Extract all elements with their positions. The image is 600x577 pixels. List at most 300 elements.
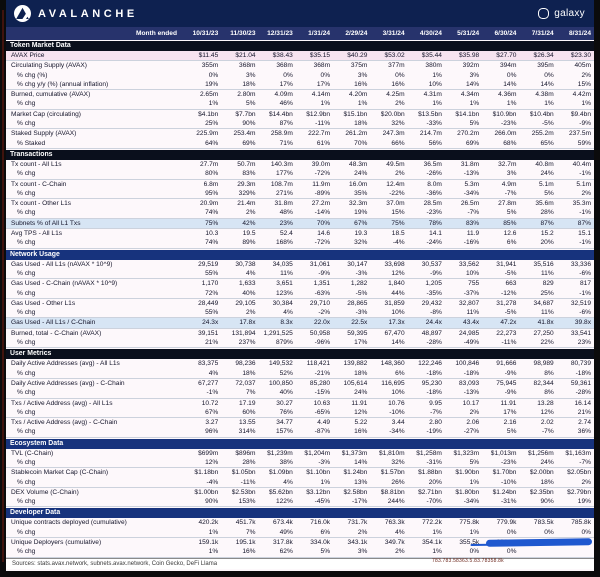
cell: 30,384	[272, 299, 293, 307]
cell: $10.9bn	[492, 110, 517, 118]
metric-label: % chg	[17, 389, 36, 397]
cell: 96%	[205, 428, 219, 436]
metric-label: Burned, cumulative (AVAX)	[11, 91, 91, 99]
metric-label: % chg	[17, 428, 36, 436]
cell: -3%	[355, 269, 368, 277]
cell: $896m	[235, 449, 256, 457]
cell: 29,519	[198, 260, 219, 268]
cell: 47.2x	[500, 319, 517, 327]
cell: 5.1m	[576, 180, 591, 188]
metric-label: Daily Active Addresses (avg) - All L1s	[11, 360, 120, 368]
column-header-date: 4/30/24	[419, 30, 442, 37]
cell: 14.1	[429, 230, 442, 238]
table-row	[6, 71, 594, 80]
cell: $4.1bn	[198, 110, 219, 118]
table-row	[6, 279, 594, 288]
cell: 3%	[506, 170, 517, 178]
cell: 72%	[205, 289, 219, 297]
cell: 22.5x	[351, 319, 368, 327]
cell: 380m	[425, 62, 442, 70]
cell: $13.5bn	[418, 110, 442, 118]
cell: 61%	[316, 139, 331, 147]
cell: 4%	[283, 309, 293, 317]
cell: 90%	[540, 498, 554, 506]
cell: 153%	[238, 498, 256, 506]
cell: 27.7m	[199, 160, 219, 168]
cell: 75,945	[496, 379, 517, 387]
metric-label: Unique Deployers (cumulative)	[11, 539, 102, 547]
cell: 4%	[208, 369, 219, 377]
cell: 85,280	[309, 379, 331, 387]
metric-label: Tx count - Other L1s	[11, 200, 72, 208]
metric-label: AVAX Price	[11, 52, 45, 59]
cell: -8%	[430, 309, 442, 317]
cell: 12.6	[503, 230, 517, 238]
cell: -26%	[426, 170, 442, 178]
cell: 5%	[506, 428, 517, 436]
cell: 67,277	[198, 379, 219, 387]
cell: $1.80bn	[455, 488, 480, 496]
cell: 22%	[540, 339, 554, 347]
cell: 329%	[238, 189, 256, 197]
cell: 5.1m	[539, 180, 554, 188]
cell: -5%	[504, 309, 517, 317]
cell: 16%	[391, 80, 405, 88]
cell: 0%	[544, 528, 554, 536]
cell: 2%	[395, 170, 405, 178]
cell: 225.9m	[196, 130, 219, 138]
brand-title: AVALANCHE	[38, 7, 138, 20]
cell: -4%	[392, 239, 405, 247]
cell: 4.38m	[535, 91, 554, 99]
table-row	[6, 497, 594, 506]
cell: 4%	[395, 528, 405, 536]
table-row	[6, 329, 594, 338]
cell: 12%	[354, 408, 368, 416]
cell: 89%	[242, 239, 256, 247]
cell: 16%	[242, 548, 256, 556]
cell: 25%	[205, 120, 219, 128]
cell: $1,373m	[341, 449, 368, 457]
metric-group	[6, 129, 594, 149]
metric-group	[6, 449, 594, 469]
cell: 35,516	[533, 260, 554, 268]
cell: -7%	[430, 408, 442, 416]
metric-label: % Staked	[17, 139, 46, 147]
cell: 785.8k	[571, 519, 591, 527]
cell: 40.8m	[535, 160, 554, 168]
table-row	[6, 418, 594, 427]
cell: 64%	[205, 139, 219, 147]
cell: 59,361	[570, 379, 591, 387]
metric-group	[6, 299, 594, 319]
cell: 75%	[205, 219, 219, 227]
cell: 59,395	[347, 329, 368, 337]
cell: 68%	[503, 139, 517, 147]
cell: 55%	[205, 269, 219, 277]
cell: $1.10bn	[306, 469, 331, 477]
cell: $1,258m	[416, 449, 442, 457]
metric-label: % chg (%)	[17, 71, 48, 79]
cell: 14%	[391, 339, 405, 347]
cell: 46%	[279, 100, 293, 108]
metric-group	[6, 318, 594, 328]
cell: 2%	[469, 408, 480, 416]
cell: $14.4bn	[268, 110, 293, 118]
cell: 2%	[395, 100, 405, 108]
table-row	[6, 160, 594, 169]
avalanche-logo	[14, 5, 138, 22]
cell: $27.70	[496, 52, 517, 59]
cell: 394m	[499, 62, 517, 70]
cell: $20.0bn	[380, 110, 405, 118]
cell: 334.0k	[310, 539, 331, 547]
cell: 10.72	[201, 399, 219, 407]
cell: 48.3m	[349, 160, 368, 168]
cell: 11%	[466, 309, 480, 317]
table-row	[6, 80, 594, 89]
cell: 2.65m	[199, 91, 219, 99]
cell: 1%	[432, 71, 442, 79]
cell: 0%	[581, 528, 591, 536]
cell	[519, 547, 556, 556]
metric-group	[6, 518, 594, 538]
cell: -45%	[314, 498, 331, 506]
cell: 7%	[246, 389, 256, 397]
cell: -33%	[426, 120, 442, 128]
cell: 87%	[540, 219, 554, 227]
cell: 349.7k	[384, 539, 405, 547]
cell: 1%	[208, 548, 219, 556]
table-row	[6, 369, 594, 378]
cell: 19%	[354, 209, 368, 217]
cell: $7.7bn	[235, 110, 256, 118]
cell: $10.4bn	[529, 110, 554, 118]
cell: 168%	[275, 239, 293, 247]
cell: 91,666	[496, 360, 517, 368]
cell: 2%	[246, 309, 256, 317]
cell: 118,421	[306, 360, 331, 368]
cell: 3,651	[276, 280, 293, 288]
table-row	[6, 338, 594, 347]
cell: -5%	[504, 269, 517, 277]
cell: 13%	[354, 478, 368, 486]
cell: 375m	[350, 62, 368, 70]
cell: 731.7k	[347, 519, 368, 527]
cell: $1.05bn	[231, 469, 256, 477]
cell: 775.8k	[459, 519, 480, 527]
cell: 19%	[205, 80, 219, 88]
cell: 1%	[469, 528, 480, 536]
cell: $1.57bn	[380, 469, 405, 477]
column-header-date: 7/31/24	[531, 30, 554, 37]
cell: $35.44	[421, 52, 442, 59]
metric-label: % chg	[17, 309, 36, 317]
cell: 2%	[581, 478, 591, 486]
cell: 60%	[242, 408, 256, 416]
cell: 266.0m	[494, 130, 517, 138]
cell: 6%	[320, 528, 331, 536]
cell: 17%	[316, 80, 331, 88]
cell: 4.42m	[572, 91, 591, 99]
cell: 18%	[354, 369, 368, 377]
cell: 343.1k	[347, 539, 368, 547]
metric-label: Gas Used - Other L1s	[11, 299, 76, 307]
cell: 82,344	[533, 379, 554, 387]
cell: 123%	[275, 289, 293, 297]
cell: -1%	[206, 389, 219, 397]
cell: -5%	[355, 289, 368, 297]
cell: -9%	[430, 269, 442, 277]
cell: 8.0m	[427, 180, 442, 188]
cell: 7%	[246, 528, 256, 536]
cell: 70%	[354, 139, 368, 147]
footer	[6, 558, 594, 569]
metric-group	[6, 538, 594, 558]
table-row	[6, 61, 594, 70]
cell: 0%	[506, 548, 517, 556]
cell: 4.31m	[423, 91, 442, 99]
cell: $21.04	[235, 52, 256, 59]
cell: 817	[579, 280, 591, 288]
cell: 122%	[275, 498, 293, 506]
cell: 21%	[205, 339, 219, 347]
cell: 24%	[540, 458, 554, 466]
cell: 34,035	[272, 260, 293, 268]
table-row	[6, 219, 594, 228]
metric-group	[6, 90, 594, 110]
metric-label: % chg	[17, 498, 36, 506]
cell: 122,246	[418, 360, 442, 368]
cell: 2%	[581, 71, 591, 79]
cell: -1%	[579, 170, 591, 178]
cell: 21%	[577, 408, 591, 416]
metric-label: % chg	[17, 478, 36, 486]
cell: $2.53bn	[231, 488, 256, 496]
cell: 50.7m	[237, 160, 256, 168]
metric-label: Staked Supply (AVAX)	[11, 130, 77, 138]
cell: 368m	[276, 62, 293, 70]
cell: 31.8m	[274, 200, 293, 208]
cell: 85%	[503, 219, 517, 227]
table-row	[6, 308, 594, 317]
metric-label: Gas Used - All L1s / C-Chain	[11, 319, 96, 327]
cell: 29,432	[421, 299, 442, 307]
metric-label: Tx count - All L1s	[11, 160, 62, 168]
cell: 772.2k	[422, 519, 442, 527]
cell: 31,941	[496, 260, 517, 268]
cell: 377m	[388, 62, 405, 70]
cell: 0%	[506, 528, 517, 536]
cell: 39.8x	[574, 319, 591, 327]
table-row	[6, 488, 594, 497]
metric-group	[6, 488, 594, 508]
cell: $1,323m	[453, 449, 480, 457]
cell: -1%	[579, 239, 591, 247]
cell: 10%	[428, 80, 442, 88]
cell: 10.76	[388, 399, 405, 407]
cell: 50,958	[309, 329, 331, 337]
cell: 1%	[208, 100, 219, 108]
cell: 42%	[242, 219, 256, 227]
table-row	[6, 388, 594, 397]
cell: -18%	[426, 389, 442, 397]
metric-label: Avg TPS - All L1s	[11, 230, 63, 238]
cell: 83%	[242, 170, 256, 178]
table-row	[6, 478, 594, 487]
cell: $1.70bn	[492, 469, 517, 477]
table-row	[6, 199, 594, 208]
cell: 2.06	[466, 419, 480, 427]
metric-label: % chg	[17, 100, 36, 108]
cell: 95%	[205, 189, 219, 197]
month-ended-label: Month ended	[135, 30, 177, 37]
cell: 18%	[242, 80, 256, 88]
cell: 31.8m	[460, 160, 480, 168]
cell: 80%	[205, 170, 219, 178]
cell: 5.22	[354, 419, 368, 427]
metric-group	[6, 418, 594, 438]
cell: -37%	[463, 289, 480, 297]
cell: 24%	[354, 389, 368, 397]
cell: 2%	[246, 209, 256, 217]
cell: $35.15	[309, 52, 331, 59]
cell: -11%	[501, 339, 517, 347]
table-row	[6, 238, 594, 247]
cell: 6%	[506, 239, 517, 247]
metric-label: % chg	[17, 548, 36, 556]
cell: 140.3m	[270, 160, 293, 168]
cell: 11%	[541, 269, 554, 277]
cell: $699m	[198, 449, 219, 457]
cell: 1%	[208, 528, 219, 536]
cell: $2.05bn	[567, 469, 591, 477]
cell: $38.43	[272, 52, 293, 59]
cell: 75%	[391, 219, 405, 227]
metric-label: TVL (C-Chain)	[11, 449, 54, 457]
cell: 271%	[275, 189, 293, 197]
cell: 90%	[242, 120, 256, 128]
metric-label: % chg	[17, 458, 36, 466]
cell: 20.9m	[199, 200, 219, 208]
cell: 26.5m	[460, 200, 480, 208]
cell: 4%	[246, 269, 256, 277]
column-header-date: 6/30/24	[494, 30, 517, 37]
table-row	[6, 51, 594, 60]
table-row	[6, 289, 594, 298]
cell: 1%	[432, 548, 442, 556]
cell: -31%	[426, 458, 442, 466]
cell: 8.3x	[280, 319, 293, 327]
cell: 70%	[316, 219, 331, 227]
column-header-date: 8/31/24	[569, 30, 591, 37]
cell: -13%	[463, 389, 480, 397]
section-header-token-market-data: Token Market Data	[6, 41, 594, 51]
metric-label: Unique contracts deployed (cumulative)	[11, 519, 127, 527]
table-row	[6, 99, 594, 108]
cell: 21.4m	[237, 200, 256, 208]
cell: 28.5m	[423, 200, 442, 208]
cell: -72%	[314, 170, 331, 178]
metric-group	[6, 229, 594, 249]
table-row	[6, 180, 594, 189]
cell: -2%	[318, 309, 331, 317]
cell: 5%	[506, 209, 517, 217]
cell: 247.3m	[382, 130, 405, 138]
section-header-developer-data: Developer Data	[6, 508, 594, 518]
cell: 3.44	[391, 419, 405, 427]
cell: 4.09m	[274, 91, 293, 99]
cell: 4%	[283, 478, 293, 486]
cell: 17.19	[239, 399, 256, 407]
cell: -4%	[206, 478, 219, 486]
cell: -9%	[318, 269, 331, 277]
cell: 1%	[432, 528, 442, 536]
cell: 67,470	[384, 329, 405, 337]
cell: 35.3m	[572, 200, 591, 208]
cell: 11.9m	[312, 180, 331, 188]
table-row	[6, 468, 594, 477]
cell: 17.8x	[239, 319, 256, 327]
cell: 317.8k	[273, 539, 293, 547]
cell: -28%	[426, 339, 442, 347]
cell: 24.3x	[202, 319, 219, 327]
cell: 779.9k	[496, 519, 517, 527]
cell: 30,147	[347, 260, 368, 268]
galaxy-ring-icon	[538, 8, 549, 19]
cell: 4.20m	[349, 91, 368, 99]
cell: $1.09bn	[268, 469, 293, 477]
cell: 76%	[279, 408, 293, 416]
cell: 24%	[540, 170, 554, 178]
cell: -34%	[463, 189, 480, 197]
metric-group	[6, 199, 594, 219]
table-row	[6, 518, 594, 527]
cell: 14%	[503, 80, 517, 88]
column-header-date: 3/31/24	[382, 30, 405, 37]
cell: 1,351	[313, 280, 331, 288]
cell: 10.63	[313, 399, 331, 407]
cell: $26.34	[533, 52, 554, 59]
cell: 36%	[577, 428, 591, 436]
cell: 29,710	[309, 299, 331, 307]
cell: $11.45	[198, 52, 219, 59]
cell: 72,037	[235, 379, 256, 387]
cell: 28%	[540, 209, 554, 217]
table-row	[6, 538, 594, 547]
cell: 11%	[541, 309, 554, 317]
table-row	[6, 189, 594, 198]
cell: -23%	[501, 120, 517, 128]
metric-group	[6, 51, 594, 61]
cell: 5.3m	[464, 180, 480, 188]
cell: 2%	[357, 528, 368, 536]
cell: 673.4k	[273, 519, 293, 527]
cell: -96%	[314, 339, 331, 347]
jpeg-artifact-stripe	[2, 10, 4, 562]
metric-label: Daily Active Addresses (avg) - C-Chain	[11, 379, 125, 387]
cell: 43.4x	[463, 319, 480, 327]
cell: -22%	[389, 189, 405, 197]
metric-group	[6, 61, 594, 90]
metric-label: Gas Used - C-Chain (nAVAX * 10^9)	[11, 280, 118, 288]
cell: 10%	[391, 309, 405, 317]
cell: $1,013m	[490, 449, 517, 457]
cell: 18%	[242, 369, 256, 377]
cell: -6%	[579, 269, 591, 277]
cell: 39.0m	[311, 160, 331, 168]
cell: 244%	[387, 498, 405, 506]
